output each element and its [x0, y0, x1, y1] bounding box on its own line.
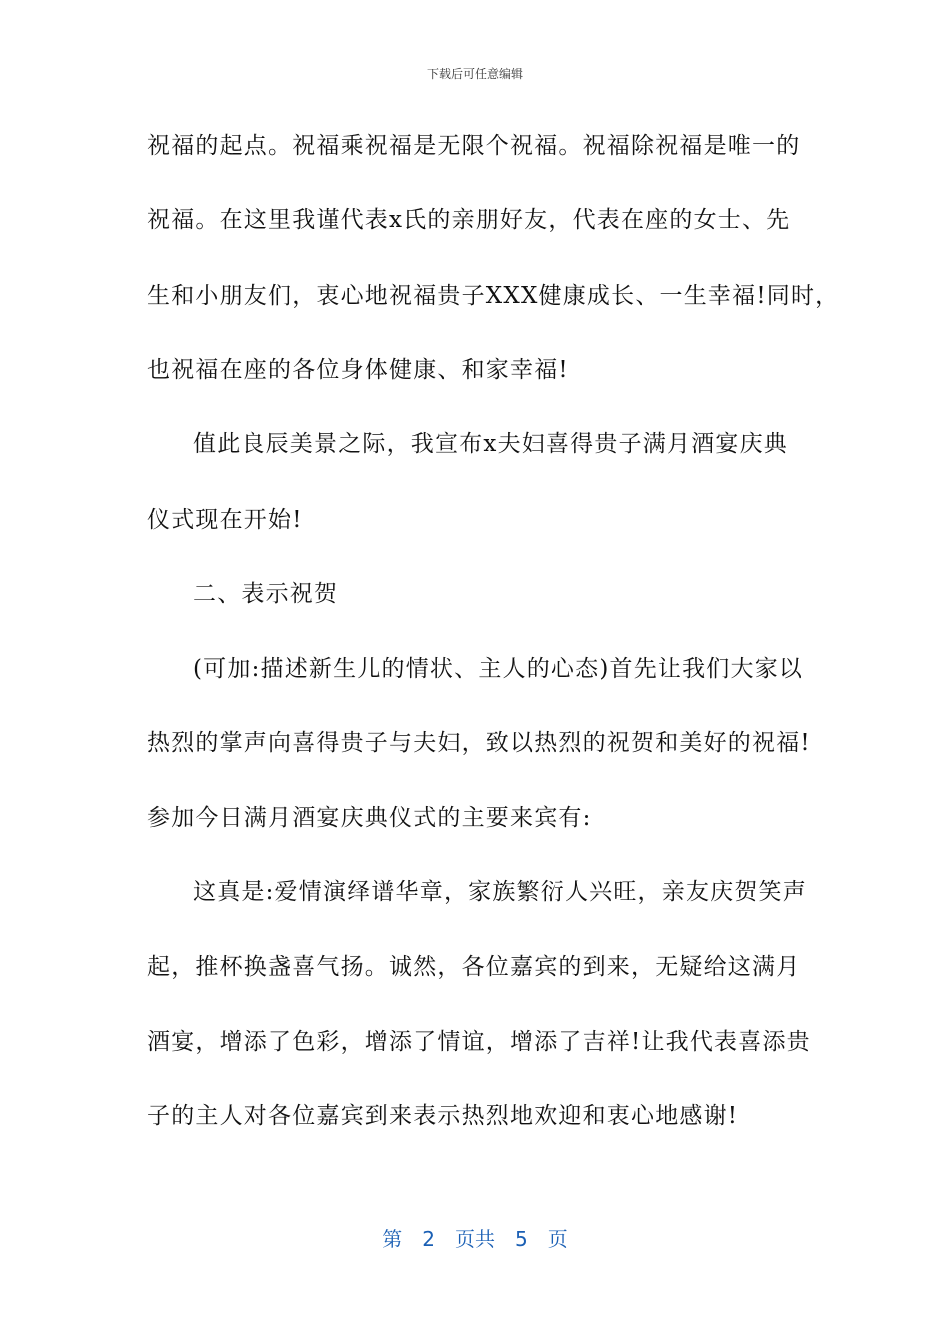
text-line: 子的主人对各位嘉宾到来表示热烈地欢迎和衷心地感谢!: [147, 1103, 739, 1129]
text-line: 这真是:爱情演绎谱华章，家族繁衍人兴旺，亲友庆贺笑声: [193, 879, 807, 905]
current-page-number: 2: [422, 1227, 435, 1251]
text-line: 热烈的掌声向喜得贵子与夫妇，致以热烈的祝贺和美好的祝福!: [147, 730, 811, 756]
text-line: 生和小朋友们，衷心地祝福贵子XXX健康成长、一生幸福!同时，: [147, 283, 840, 309]
footer-prefix: 第: [382, 1227, 403, 1251]
page-header-note: 下载后可任意编辑: [426, 67, 523, 81]
text-line: (可加:描述新生儿的情状、主人的心态)首先让我们大家以: [193, 656, 804, 682]
text-line: 参加今日满月酒宴庆典仪式的主要来宾有:: [147, 805, 592, 831]
footer-suffix: 页: [547, 1227, 568, 1251]
total-pages-number: 5: [515, 1227, 528, 1251]
text-line: 祝福的起点。祝福乘祝福是无限个祝福。祝福除祝福是唯一的: [147, 133, 801, 159]
section-heading: 二、表示祝贺: [193, 581, 339, 607]
text-line: 酒宴，增添了色彩，增添了情谊，增添了吉祥!让我代表喜添贵: [147, 1029, 811, 1055]
footer-middle: 页共: [455, 1227, 495, 1251]
text-line: 起，推杯换盏喜气扬。诚然，各位嘉宾的到来，无疑给这满月: [147, 954, 801, 980]
text-line: 值此良辰美景之际，我宣布x夫妇喜得贵子满月酒宴庆典: [193, 431, 788, 457]
text-line: 祝福。在这里我谨代表x氏的亲朋好友，代表在座的女士、先: [147, 207, 791, 233]
text-line: 仪式现在开始!: [147, 507, 303, 533]
page-number-footer: [0, 1226, 950, 1252]
text-line: 也祝福在座的各位身体健康、和家幸福!: [147, 357, 569, 383]
